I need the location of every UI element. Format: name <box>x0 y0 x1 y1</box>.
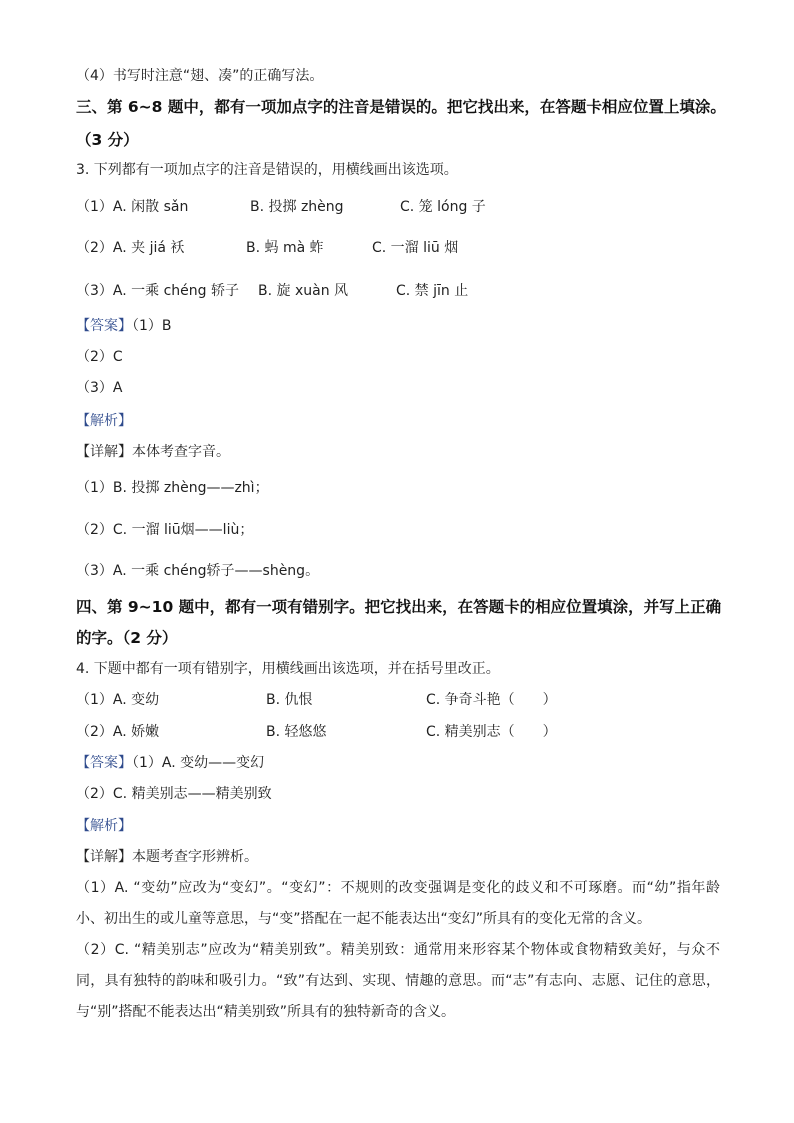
answer-tag: 【答案】 <box>76 755 132 771</box>
option-a: （1）A. 闲散 sǎn <box>76 199 189 215</box>
explanation-2: （2）C. “精美别志”应改为“精美别致”。精美别致：通常用来形容某个物体或食物精致美好，与众不同，具有独特的韵味和吸引力。“致”有达到、实现、情趣的意思。而“志”有志向、志愿、记住的意思，与“别”搭配不能表达出“精美别致”所具有的独特新奇的含义。 <box>76 942 720 1020</box>
option-c: C. 笼 lóng 子 <box>400 199 486 215</box>
answer-tag: 【答案】 <box>76 318 132 334</box>
section-3-heading: 三、第 6~8 题中，都有一项加点字的注音是错误的。把它找出来，在答题卡相应位置上填涂。 <box>76 98 726 116</box>
option-c: C. 一溜 liū 烟 <box>372 240 459 256</box>
detail-tag: 【详解】 <box>76 444 132 460</box>
option-b: B. 仇恨 <box>266 692 313 708</box>
answer-4-2: （2）C. 精美别志——精美别致 <box>76 786 272 802</box>
answer-1: （1）B <box>132 318 172 334</box>
option-c: C. 禁 jīn 止 <box>396 283 469 299</box>
detail-line <box>76 847 258 867</box>
analysis-tag: 【解析】 <box>76 818 132 834</box>
answer-line <box>76 316 172 336</box>
section-3-score: （3 分） <box>76 131 139 149</box>
question-3-stem: 3. 下列都有一项加点字的注音是错误的，用横线画出该选项。 <box>76 162 458 178</box>
option-a: （3）A. 一乘 chéng 轿子 <box>76 283 239 299</box>
detail-tag: 【详解】 <box>76 849 132 865</box>
option-a: （2）A. 夹 jiá 袄 <box>76 240 185 256</box>
item-4-note: （4）书写时注意“翅、凑”的正确写法。 <box>76 68 324 84</box>
option-a: （2）A. 娇嫩 <box>76 724 160 740</box>
answer-3: （3）A <box>76 380 123 396</box>
option-a: （1）A. 变幼 <box>76 692 160 708</box>
explanation-1: （1）A. “变幼”应改为“变幻”。“变幻”：不规则的改变强调是变化的歧义和不可琢磨。而“幼”指年龄小、初出生的或儿童等意思，与“变”搭配在一起不能表达出“变幻”所具有的变化无常的含义。 <box>76 880 720 927</box>
option-b: B. 投掷 zhèng <box>250 199 344 215</box>
analysis-tag: 【解析】 <box>76 413 132 429</box>
question-4-stem: 4. 下题中都有一项有错别字，用横线画出该选项，并在括号里改正。 <box>76 661 500 677</box>
option-c: C. 精美别志（ ） <box>426 724 557 740</box>
detail-2: （2）C. 一溜 liū烟——liù； <box>76 522 254 538</box>
option-c: C. 争奇斗艳（ ） <box>426 692 557 708</box>
detail-text: 本体考查字音。 <box>132 444 230 460</box>
detail-text: 本题考查字形辨析。 <box>132 849 258 865</box>
detail-3: （3）A. 一乘 chéng轿子——shèng。 <box>76 563 320 579</box>
answer-4-1: （1）A. 变幼——变幻 <box>132 755 265 771</box>
answer-line <box>76 753 264 773</box>
option-b: B. 轻悠悠 <box>266 724 327 740</box>
detail-1: （1）B. 投掷 zhèng——zhì； <box>76 480 269 496</box>
option-b: B. 旋 xuàn 风 <box>258 283 349 299</box>
answer-2: （2）C <box>76 349 123 365</box>
section-4-heading: 四、第 9~10 题中，都有一项有错别字。把它找出来，在答题卡的相应位置填涂，并写上正确 <box>76 598 722 616</box>
detail-line <box>76 442 230 462</box>
section-4-heading-cont: 的字。（2 分） <box>76 629 178 647</box>
option-b: B. 蚂 mà 蚱 <box>246 240 324 256</box>
